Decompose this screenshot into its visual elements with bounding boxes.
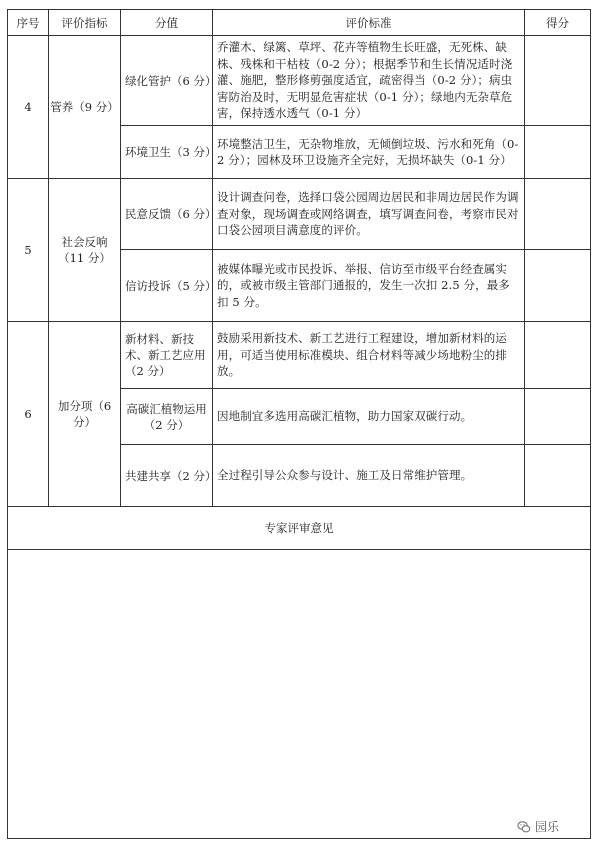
header-indicator: 评价指标 [49,10,121,36]
header-score: 得分 [525,10,591,36]
header-row [8,10,591,36]
section-indicator: 管养（9 分） [49,36,121,179]
section-indicator: 加分项（6 分） [49,322,121,507]
item-points: 共建共享（2 分） [121,445,213,507]
score-cell[interactable] [525,250,591,322]
section-no: 4 [8,36,49,179]
expert-opinion-body-row [8,550,591,839]
section-no: 6 [8,322,49,507]
header-no: 序号 [8,10,49,36]
item-criteria: 因地制宜多选用高碳汇植物，助力国家双碳行动。 [213,389,525,445]
header-criteria: 评价标准 [213,10,525,36]
item-points: 民意反馈（6 分） [121,179,213,250]
header-points: 分值 [121,10,213,36]
score-cell[interactable] [525,36,591,126]
section-indicator: 社会反响（11 分） [49,179,121,322]
item-points: 新材料、新技术、新工艺应用（2 分） [121,322,213,389]
score-cell[interactable] [525,322,591,389]
item-points: 高碳汇植物运用（2 分） [121,389,213,445]
watermark-text: 园乐 [535,820,560,834]
score-cell[interactable] [525,389,591,445]
score-cell[interactable] [525,126,591,179]
expert-opinion-row [8,507,591,550]
table-row [8,322,591,389]
wechat-icon [517,820,531,834]
item-points: 绿化管护（6 分） [121,36,213,126]
item-criteria: 设计调查问卷，选择口袋公园周边居民和非周边居民作为调查对象，现场调查或网络调查，填写调查问卷，考察市民对口袋公园项目满意度的评价。 [213,179,525,250]
item-criteria: 全过程引导公众参与设计、施工及日常维护管理。 [213,445,525,507]
section-no: 5 [8,179,49,322]
watermark [517,818,559,835]
score-cell[interactable] [525,179,591,250]
evaluation-table [7,9,591,839]
table-row [8,36,591,126]
item-points: 信访投诉（5 分） [121,250,213,322]
item-criteria: 鼓励采用新技术、新工艺进行工程建设，增加新材料的运用，可适当使用标准模块、组合材料等减少场地粉尘的排放。 [213,322,525,389]
item-criteria: 环境整洁卫生，无杂物堆放，无倾倒垃圾、污水和死角（0-2 分）；园林及环卫设施齐全完好，无损坏缺失（0-1 分） [213,126,525,179]
expert-opinion-input[interactable] [8,550,591,839]
score-cell[interactable] [525,445,591,507]
expert-opinion-label: 专家评审意见 [8,507,591,550]
item-criteria: 乔灌木、绿篱、草坪、花卉等植物生长旺盛，无死株、缺株、残株和干枯枝（0-2 分）；根据季节和生长情况适时浇灌、施肥，整形修剪强度适宜，疏密得当（0-2 分）；病虫害防治及时，无明显危害症状（0-1 分）；绿地内无杂草危害，保持透水透气（0-1 分） [213,36,525,126]
item-criteria: 被媒体曝光或市民投诉、举报、信访至市级平台经查属实的，或被市级主管部门通报的，发生一次扣 2.5 分，最多扣 5 分。 [213,250,525,322]
table-row [8,179,591,250]
item-points: 环境卫生（3 分） [121,126,213,179]
